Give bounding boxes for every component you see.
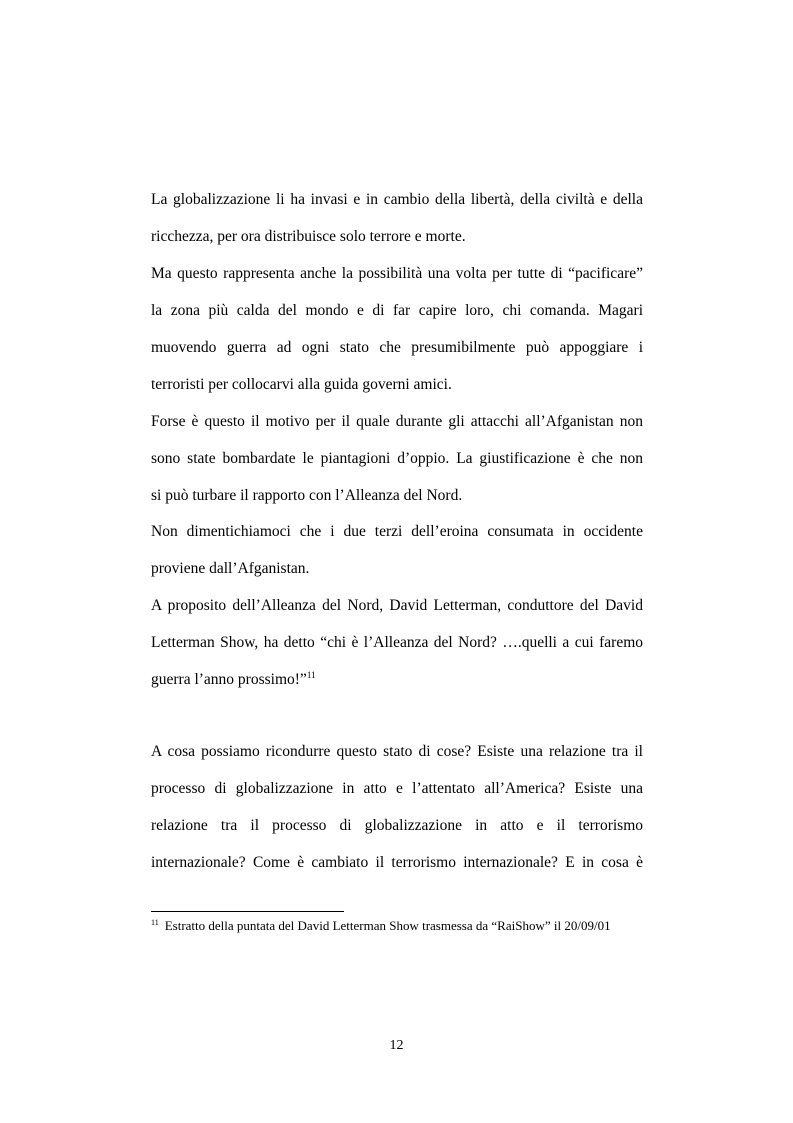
- footnote: [151, 918, 643, 934]
- body-line: relazione tra il processo di globalizzazione in atto e il terrorismo: [151, 817, 643, 834]
- body-line: Letterman Show, ha detto “chi è l’Alleanza del Nord? ….quelli a cui faremo: [151, 634, 643, 651]
- body-line: internazionale? Come è cambiato il terrorismo internazionale? E in cosa è: [151, 854, 643, 871]
- footnote-marker: 11: [151, 918, 159, 927]
- body-line: la zona più calda del mondo e di far capire loro, chi comanda. Magari: [151, 302, 643, 319]
- body-line: Non dimentichiamoci che i due terzi dell’eroina consumata in occidente: [151, 523, 643, 540]
- body-line: Ma questo rappresenta anche la possibilità una volta per tutte di “pacificare”: [151, 265, 643, 282]
- body-line: ricchezza, per ora distribuisce solo terrore e morte.: [151, 228, 466, 245]
- body-line: A proposito dell’Alleanza del Nord, David Letterman, conduttore del David: [151, 597, 643, 614]
- body-line: processo di globalizzazione in atto e l’attentato all’America? Esiste una: [151, 780, 643, 797]
- body-line: muovendo guerra ad ogni stato che presumibilmente può appoggiare i: [151, 339, 643, 356]
- body-line-text: guerra l’anno prossimo!”: [151, 671, 307, 688]
- body-line: A cosa possiamo ricondurre questo stato di cose? Esiste una relazione tra il: [151, 743, 643, 760]
- body-line: si può turbare il rapporto con l’Alleanza del Nord.: [151, 487, 463, 504]
- footnote-separator: [151, 911, 344, 912]
- body-line: Forse è questo il motivo per il quale durante gli attacchi all’Afganistan non: [151, 413, 643, 430]
- body-line: La globalizzazione li ha invasi e in cambio della libertà, della civiltà e della: [151, 191, 643, 208]
- body-line: terroristi per collocarvi alla guida governi amici.: [151, 376, 452, 393]
- footnote-reference: 11: [306, 670, 316, 680]
- body-line: proviene dall’Afganistan.: [151, 560, 310, 577]
- footnote-text: Estratto della puntata del David Letterman Show trasmessa da “RaiShow” il 20/09/01: [164, 918, 611, 933]
- page-number: 12: [389, 1038, 404, 1053]
- body-line-with-footnote: [151, 670, 643, 690]
- body-line: sono state bombardate le piantagioni d’oppio. La giustificazione è che non: [151, 450, 643, 467]
